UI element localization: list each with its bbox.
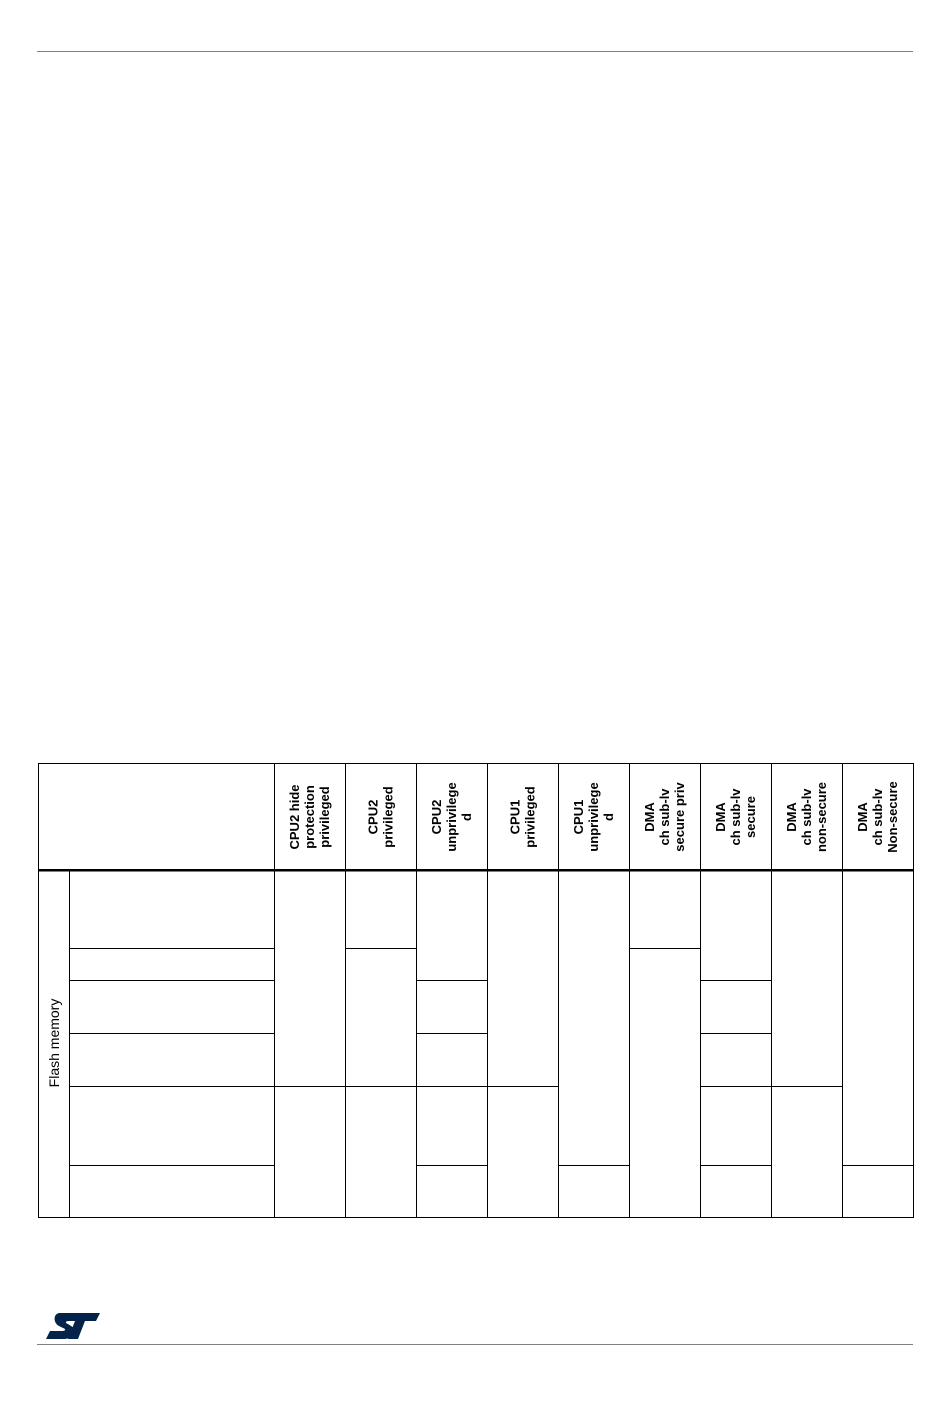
column-header-line: ch sub-lv [657, 788, 672, 846]
column-header-line: ch sub-lv [799, 788, 814, 846]
column-header-line: unprivilege [586, 782, 601, 852]
column-header-line: d [459, 813, 474, 821]
column-header-line: CPU2 [429, 799, 444, 835]
column-header-line: CPU2 [365, 799, 381, 835]
column-headers [287, 781, 900, 853]
column-header-line: ch sub-lv [728, 788, 743, 846]
column-header [366, 786, 396, 847]
column-header [429, 782, 474, 851]
st-logo-icon [44, 1310, 102, 1342]
row-group-label: Flash memory [46, 998, 62, 1088]
column-header-line: d [601, 813, 616, 821]
column-header-line: CPU1 [571, 799, 586, 835]
column-header-line: non-secure [814, 781, 829, 853]
column-header-line: ch sub-lv [870, 788, 885, 846]
column-header-line: privileged [522, 786, 538, 848]
column-header [713, 788, 758, 846]
column-header-line: unprivilege [444, 782, 459, 852]
column-header-line: Non-secure [885, 781, 900, 853]
footer-rule [37, 1344, 913, 1345]
column-header [287, 784, 332, 849]
column-header-line: privileged [380, 786, 396, 848]
column-header-line: DMA [713, 802, 728, 832]
column-header-line: CPU1 [507, 799, 523, 835]
column-header-line: secure priv [672, 782, 687, 852]
table-grid [38, 763, 914, 1218]
column-header-line: secure [743, 796, 758, 838]
st-logo-icon-shape [46, 1313, 100, 1339]
column-header [642, 782, 687, 852]
column-header-line: protection [302, 785, 317, 849]
column-header-line: CPU2 hide [287, 784, 302, 850]
column-header-line: DMA [642, 802, 657, 832]
column-header [508, 786, 538, 847]
column-header [571, 782, 616, 851]
column-header [855, 781, 900, 853]
column-header-line: DMA [784, 802, 799, 832]
column-header-line: DMA [855, 802, 870, 832]
column-header [784, 782, 829, 852]
column-header-line: privileged [317, 786, 332, 848]
